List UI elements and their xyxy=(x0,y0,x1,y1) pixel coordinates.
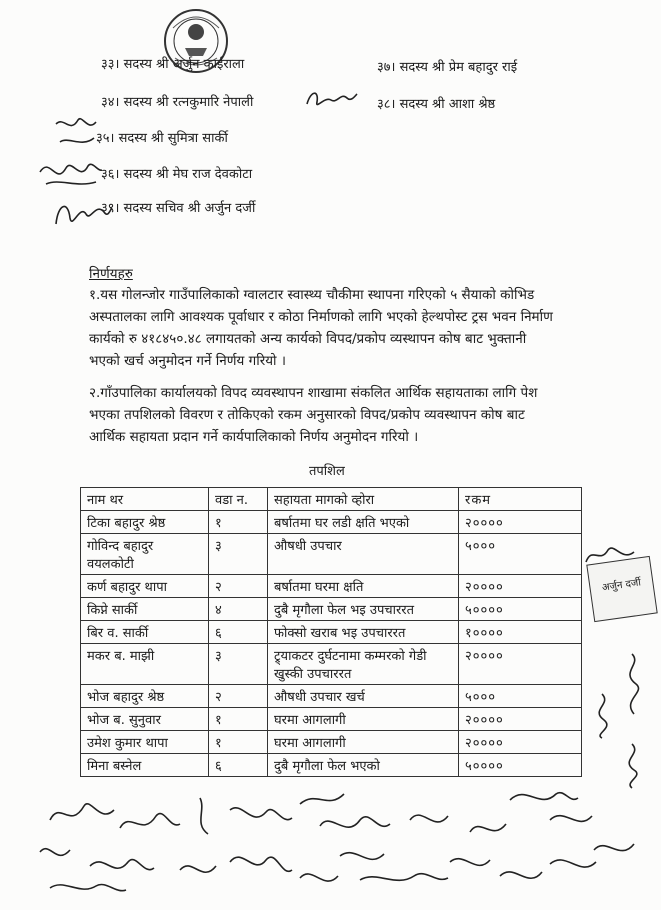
cell-ward: ४ xyxy=(209,598,268,621)
signature-member-35 xyxy=(52,114,102,154)
cell-name: बिर व. सार्की xyxy=(81,621,209,644)
cell-name: किप्ने सार्की xyxy=(81,598,209,621)
cell-reason: बर्षातमा घर लडी क्षति भएको xyxy=(268,511,459,534)
cell-amount: २०००० xyxy=(459,575,582,598)
cell-reason: दुबै मृगौला फेल भएको xyxy=(268,754,459,777)
cell-reason: ट्र्याकटर दुर्घटनामा कम्मरको गेडी खुस्की उपचाररत xyxy=(268,644,459,685)
table-row xyxy=(81,598,582,621)
decision-1-line: अस्पतालका लागि आवश्यक पूर्वाधार र कोठा निर्माणको लागि भएको हेल्थपोस्ट ट्रस भवन निर्माण xyxy=(89,309,553,325)
bottom-signatures xyxy=(30,780,650,905)
cell-reason: औषधी उपचार खर्च xyxy=(268,685,459,708)
cell-ward: ६ xyxy=(209,621,268,644)
table-row xyxy=(81,534,582,575)
member-33: ३३। सदस्य श्री अर्जुन काईराला xyxy=(101,57,245,72)
cell-name: टिका बहादुर श्रेष्ठ xyxy=(81,511,209,534)
decision-2-line: २.गाँउपालिका कार्यालयको विपद व्यवस्थापन शाखामा संकलित आर्थिक सहायताका लागि पेश xyxy=(89,385,538,401)
cell-ward: ३ xyxy=(209,534,268,575)
margin-signature xyxy=(582,540,638,570)
table-row xyxy=(81,644,582,685)
cell-ward: १ xyxy=(209,731,268,754)
table-header-row xyxy=(81,488,582,511)
cell-amount: २०००० xyxy=(459,708,582,731)
decision-2-line: आर्थिक सहायता प्रदान गर्ने कार्यपालिकाको निर्णय अनुमोदन गरियो । xyxy=(89,429,419,445)
member-38: ३८। सदस्य श्री आशा श्रेष्ठ xyxy=(377,97,496,112)
cell-amount: २०००० xyxy=(459,731,582,754)
signature-member-39 xyxy=(50,194,114,238)
cell-ward: १ xyxy=(209,511,268,534)
cell-name: गोविन्द बहादुर वयलकोटी xyxy=(81,534,209,575)
member-34: ३४। सदस्य श्री रत्नकुमारि नेपाली xyxy=(101,95,254,110)
cell-ward: ३ xyxy=(209,644,268,685)
member-37: ३७। सदस्य श्री प्रेम बहादुर राई xyxy=(377,60,518,75)
cell-name: कर्ण बहादुर थापा xyxy=(81,575,209,598)
cell-name: भोज ब. सुनुवार xyxy=(81,708,209,731)
cell-amount: ५०००० xyxy=(459,598,582,621)
cell-amount: ५००० xyxy=(459,534,582,575)
cell-name: भोज बहादुर श्रेष्ठ xyxy=(81,685,209,708)
cell-ward: १ xyxy=(209,708,268,731)
header-reason: सहायता मागको व्होरा xyxy=(268,488,459,511)
signature-member-36 xyxy=(36,152,106,192)
cell-amount: ५०००० xyxy=(459,754,582,777)
table-row xyxy=(81,708,582,731)
cell-reason: फोक्सो खराब भइ उपचाररत xyxy=(268,621,459,644)
cell-name: उमेश कुमार थापा xyxy=(81,731,209,754)
cell-reason: बर्षातमा घरमा क्षति xyxy=(268,575,459,598)
decision-1-paragraph xyxy=(89,284,553,372)
member-39: ३९। सदस्य सचिव श्री अर्जुन दर्जी xyxy=(101,201,256,216)
member-35: ३५। सदस्य श्री सुमित्रा सार्की xyxy=(96,131,228,146)
table-row xyxy=(81,575,582,598)
header-ward: वडा न. xyxy=(209,488,268,511)
decision-2-paragraph xyxy=(89,382,537,448)
header-name: नाम थर xyxy=(81,488,209,511)
cell-amount: २०००० xyxy=(459,511,582,534)
margin-signature xyxy=(584,690,620,740)
decision-1-line: कार्यको रु ४१८४५०.४८ लगायतको अन्य कार्यको विपद/प्रकोप व्यस्थापन कोष बाट भुक्तानी xyxy=(89,331,527,347)
decision-1-line: १.यस गोलन्जोर गाउँपालिकाको ग्वालटार स्वास्थ्य चौकीमा स्थापना गरिएको ५ सैयाको कोभिड xyxy=(89,287,535,303)
header-amount: रकम xyxy=(459,488,582,511)
table-row xyxy=(81,754,582,777)
cell-ward: ६ xyxy=(209,754,268,777)
decision-1-line: भएको खर्च अनुमोदन गर्ने निर्णय गरियो । xyxy=(89,353,286,369)
cell-name: मिना बस्नेल xyxy=(81,754,209,777)
cell-reason: घरमा आगलागी xyxy=(268,708,459,731)
member-36: ३६। सदस्य श्री मेघ राज देवकोटा xyxy=(101,167,253,182)
cell-ward: २ xyxy=(209,685,268,708)
decisions-heading: निर्णयहरु xyxy=(89,266,133,282)
cell-amount: १०००० xyxy=(459,621,582,644)
details-table xyxy=(80,487,582,777)
cell-ward: २ xyxy=(209,575,268,598)
table-title: तपशिल xyxy=(309,464,345,479)
decision-2-line: भएका तपशिलको विवरण र तोकिएको रकम अनुसारको विपद/प्रकोप व्यवस्थापन कोष बाट xyxy=(89,407,525,423)
signature-member-34 xyxy=(303,86,359,112)
table-row xyxy=(81,511,582,534)
cell-reason: दुबै मृगौला फेल भइ उपचाररत xyxy=(268,598,459,621)
cell-amount: २०००० xyxy=(459,644,582,685)
stamp-text: अर्जुन दर्जी xyxy=(601,577,642,594)
table-row xyxy=(81,621,582,644)
cell-name: मकर ब. माझी xyxy=(81,644,209,685)
cell-reason: घरमा आगलागी xyxy=(268,731,459,754)
table-row xyxy=(81,731,582,754)
table-row xyxy=(81,685,582,708)
cell-reason: औषधी उपचार xyxy=(268,534,459,575)
cell-amount: ५००० xyxy=(459,685,582,708)
